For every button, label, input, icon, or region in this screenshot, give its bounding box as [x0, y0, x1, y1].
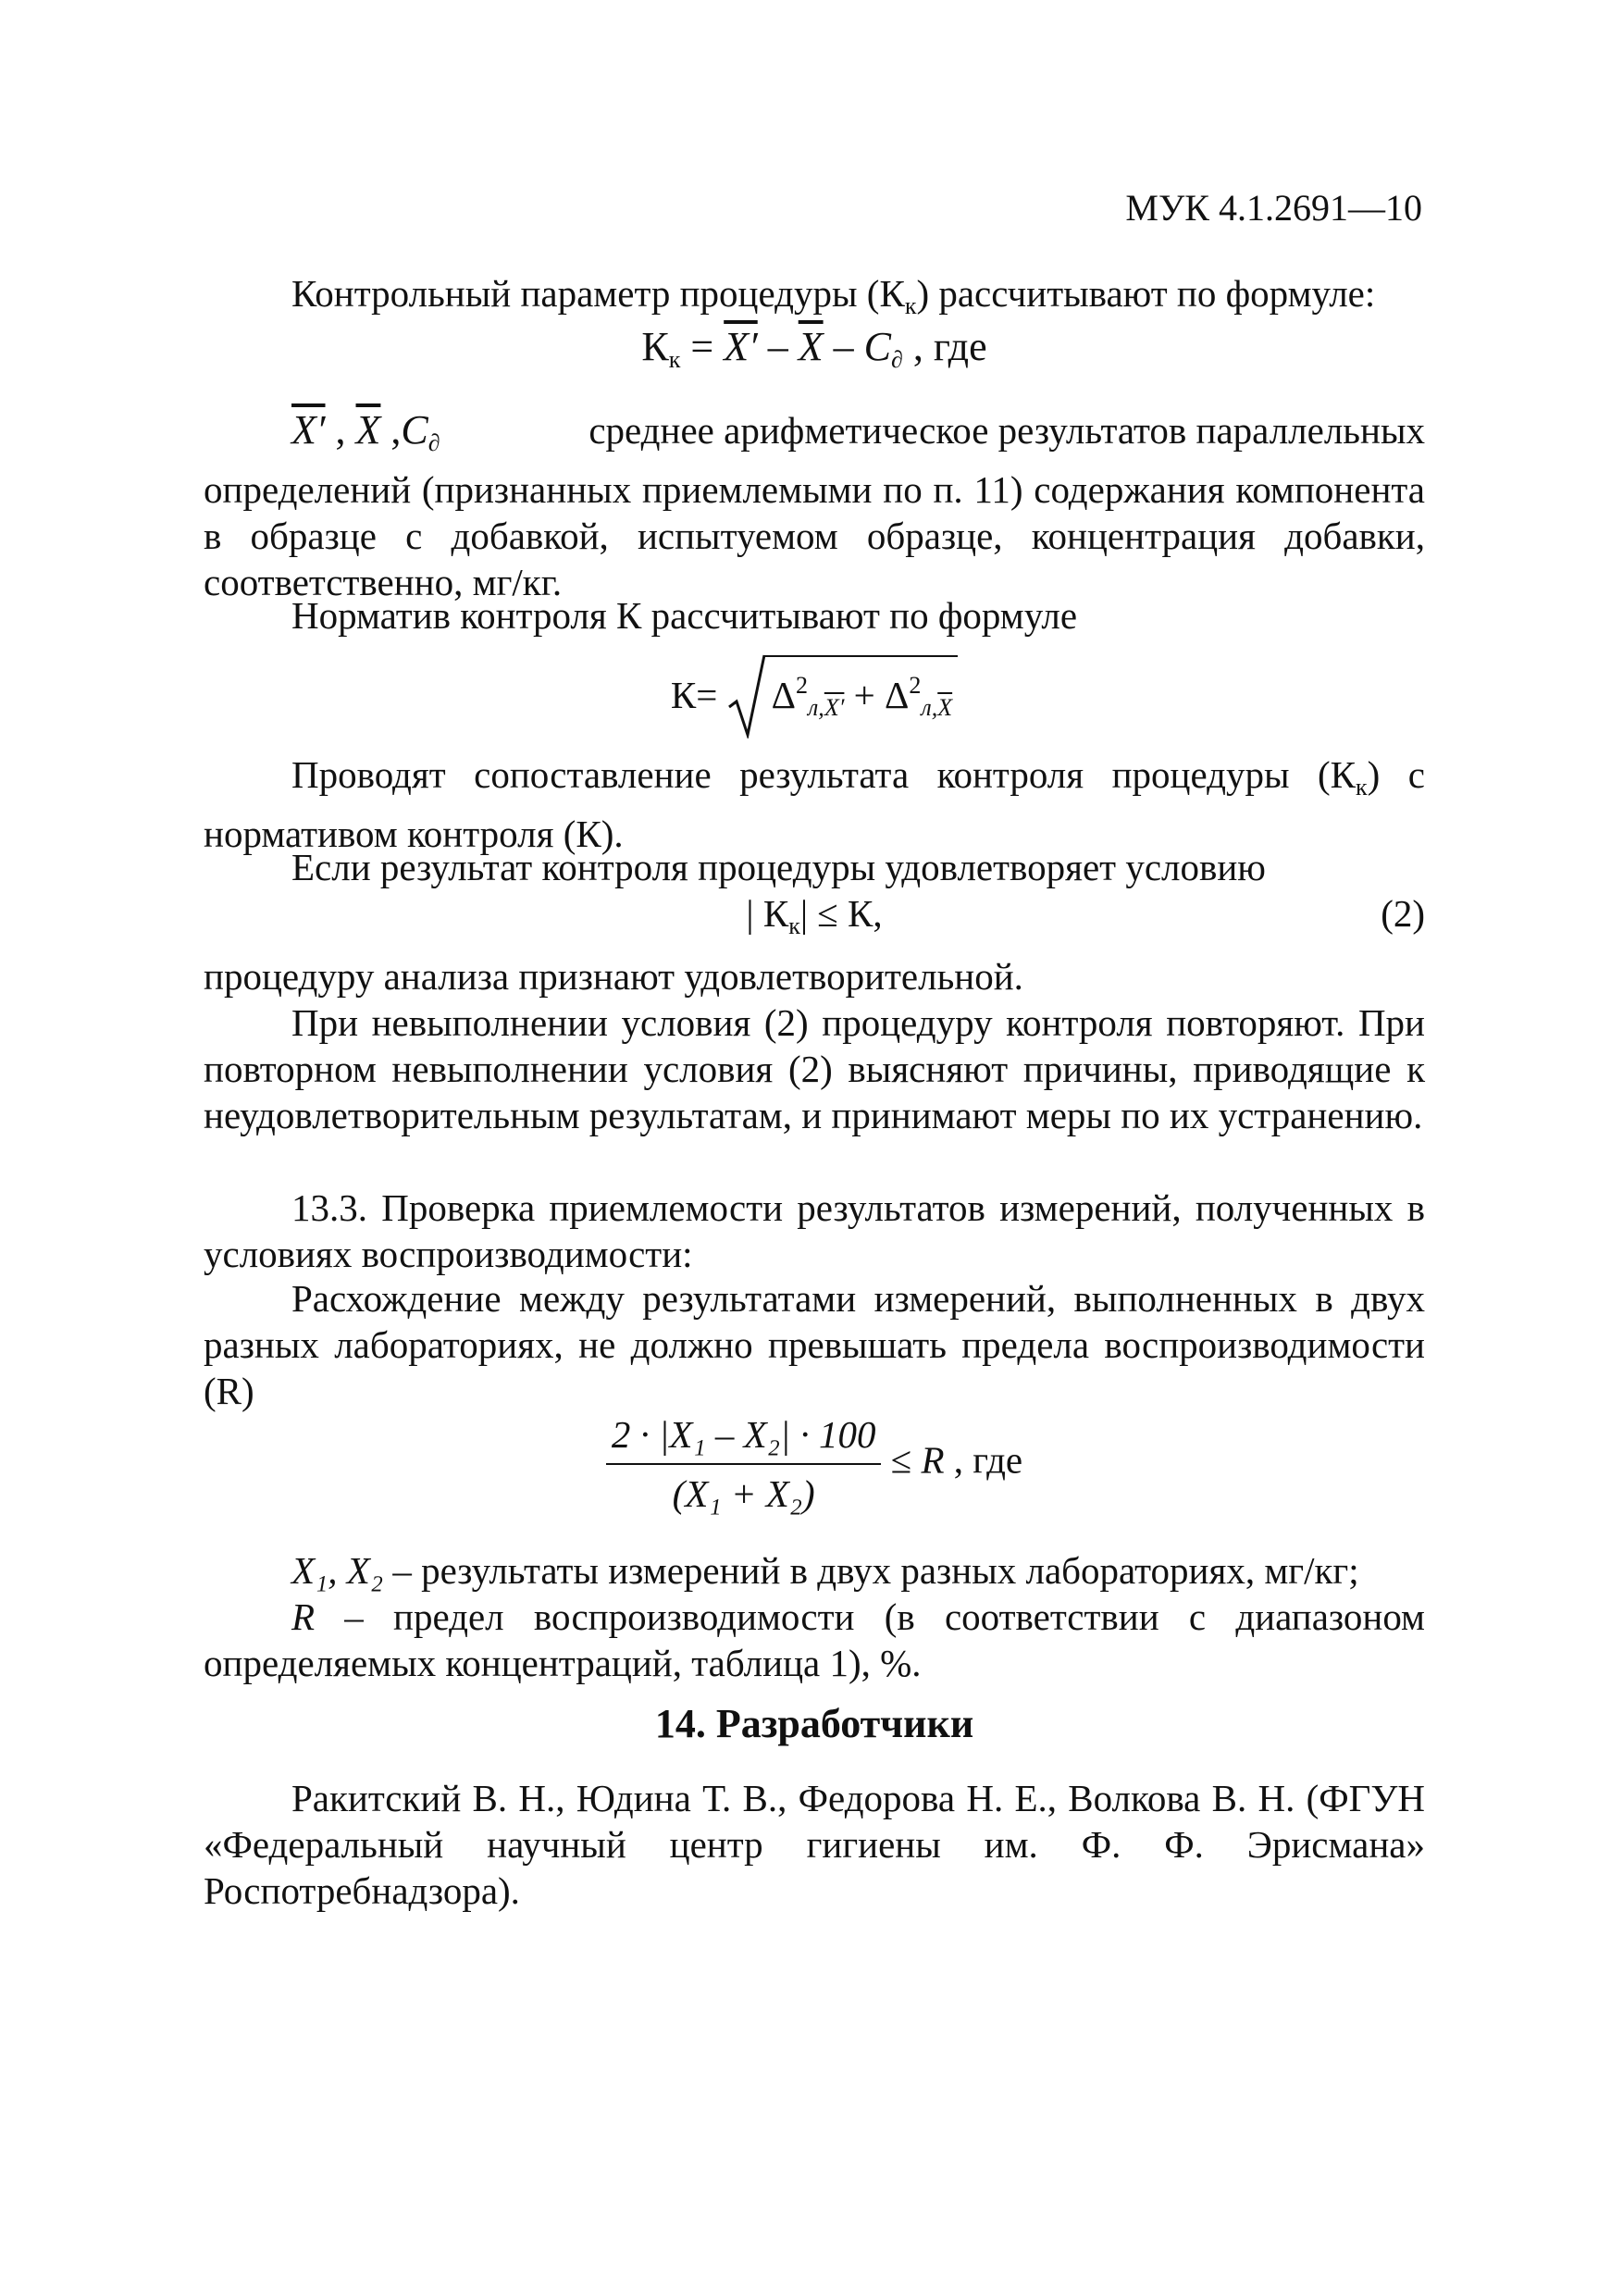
- definitions-symbols: X′ , $\overline{X}$ $,C_\partial$: [291, 407, 440, 456]
- fraction: $\frac{\text{2 · |X₁ – X₂| · 100}}{\text{(X₁ + X₂)}}$: [606, 1411, 882, 1517]
- paragraph-repeat: При невыполнении условия (2) процедуру контроля повторяют. При повторном невыполнении условия (2) выясняют причины, приводящие к неудовлетворительным результатам, и принимают меры по их устранению.: [204, 1001, 1425, 1136]
- formula-reproducibility: $\frac{\text{2 · |X₁ – X₂| · 100}}{\text{(X₁ + X₂)}}$ ≤ R , где: [204, 1411, 1425, 1517]
- paragraph-control-norm: Норматив контроля К рассчитывают по формуле: [291, 594, 1078, 637]
- section-heading: 14. Разработчики: [654, 1701, 974, 1746]
- paragraph-control-parameter: Контрольный параметр процедуры $(К_к)$ рассчитывают по формуле:: [291, 272, 1376, 319]
- definitions-first-line: X′ , $\overline{X}$ $,C_\partial$ среднее арифметическое результатов параллельных: [204, 407, 1425, 466]
- paragraph-satisfactory: процедуру анализа признают удовлетворительной.: [204, 955, 1023, 998]
- equation-number: (2): [1381, 892, 1425, 935]
- square-root: $\Delta^2_{л,X'} + \Delta^2_{л,\overline{X}}$: [727, 655, 959, 731]
- paragraph-13-3: 13.3. Проверка приемлемости результатов измерений, полученных в условиях воспроизводимости:: [204, 1186, 1425, 1275]
- paragraph-r-definition: R – предел воспроизводимости (в соответствии с диапазоном определяемых концентраций, таблица 1), %.: [204, 1595, 1425, 1684]
- formula-k: К= $\Delta^2_{л,X'} + \Delta^2_{л,\overline{X}}$: [204, 655, 1425, 738]
- paragraph-condition: Если результат контроля процедуры удовлетворяет условию: [291, 846, 1266, 888]
- paragraph-definitions: X′ , $\overline{X}$ $,C_\partial$ среднее арифметическое результатов параллельных определений (признанных приемлемыми по п. 11) содержания компонента в образце с добавкой, испытуемом образце, концентрация добавки, соответственно, мг/кг.: [204, 407, 1425, 603]
- document-code: МУК 4.1.2691—10: [1125, 187, 1422, 229]
- formula-kk: $К_к = X' - \overline{X} - C_\partial$ , где: [641, 324, 987, 373]
- radical-sign-icon: [727, 653, 766, 738]
- paragraph-x-definition: X₁, X₂ – результаты измерений в двух разных лабораториях, мг/кг;: [291, 1549, 1359, 1592]
- paragraph-reproducibility: Расхождение между результатами измерений, выполненных в двух разных лабораториях, не должно превышать предела воспроизводимости (R): [204, 1277, 1425, 1412]
- paragraph-developers: Ракитский В. Н., Юдина Т. В., Федорова Н. Е., Волкова В. Н. (ФГУН «Федеральный научный центр гигиены им. Ф. Ф. Эрисмана» Роспотребнадзора).: [204, 1777, 1425, 1912]
- paragraph-comparison: Проводят сопоставление результата контроля процедуры $(К_к)$ с нормативом контроля (К).: [204, 753, 1425, 855]
- formula-condition-2: | $К_к| \le К$, (2): [746, 892, 1425, 939]
